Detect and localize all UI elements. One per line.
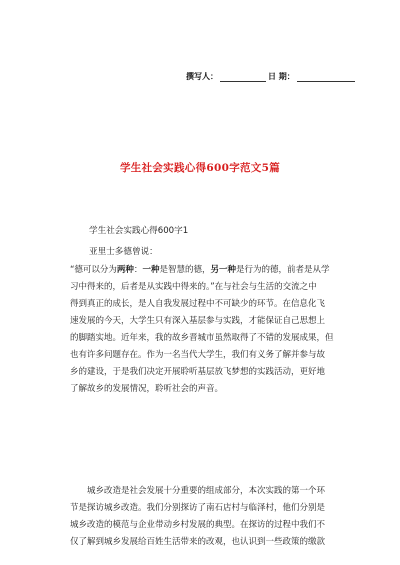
date-label: 日 期： — [268, 72, 295, 81]
quote-intro: 亚里士多德曾说： — [89, 247, 158, 257]
paragraph-line: 了解故乡的发展情况，聆听社会的声音。 — [70, 384, 224, 394]
paragraph-1 — [70, 262, 346, 398]
paragraph-line: 城乡改造的模范与企业带动乡村发展的典型。在探访的过程中我们不 — [70, 520, 326, 530]
bold-text: 一种 — [142, 265, 160, 275]
date-blank — [297, 72, 355, 82]
paragraph-line: 城乡改造是社会发展十分重要的组成部分，本次实践的第一个环 — [87, 486, 326, 496]
paragraph-line: 的脚踏实地。近年来，我的故乡晋城市虽然取得了不错的发展成果，但 — [70, 333, 334, 343]
bold-text: 两种 — [116, 265, 134, 275]
document-title: 学生社会实践心得600字范文5篇 — [119, 162, 281, 174]
document-header — [186, 71, 355, 82]
paragraph-line: 节是探访城乡改造。我们分别探访了南石店村与临泽村，他们分别是 — [70, 503, 326, 513]
paragraph-line: 速发展的今天，大学生只有深入基层参与实践，才能保证自己思想上 — [70, 316, 326, 326]
paragraph-line: 乡的建设，于是我们决定开展聆听基层放飞梦想的实践活动，更好地 — [70, 367, 326, 377]
paragraph-2 — [70, 483, 346, 551]
author-label: 撰写人： — [186, 72, 218, 81]
text-run: 是智慧的德， — [159, 265, 211, 275]
paragraph-line: 仅了解到城乡发展给百姓生活带来的改观，也认识到一些政策的缴款 — [70, 537, 326, 547]
author-blank — [220, 72, 266, 82]
paragraph-line — [70, 262, 346, 279]
paragraph-line: 习中得来的，后者是从实践中得来的。”在与社会与生活的交流之中 — [70, 282, 317, 292]
paragraph-line: 得到真正的成长，是人自我发展过程中不可缺少的环节。在信息化飞 — [70, 299, 326, 309]
text-run: 是行为的德，前者是从学 — [235, 265, 330, 275]
text-run: “德可以分为 — [70, 265, 117, 275]
bold-text: 另一种 — [210, 265, 236, 275]
paragraph-line: 也有许多问题存在。作为一名当代大学生，我们有义务了解并参与故 — [70, 350, 326, 360]
text-run: ： — [133, 265, 143, 275]
section-heading: 学生社会实践心得600字1 — [89, 226, 189, 236]
